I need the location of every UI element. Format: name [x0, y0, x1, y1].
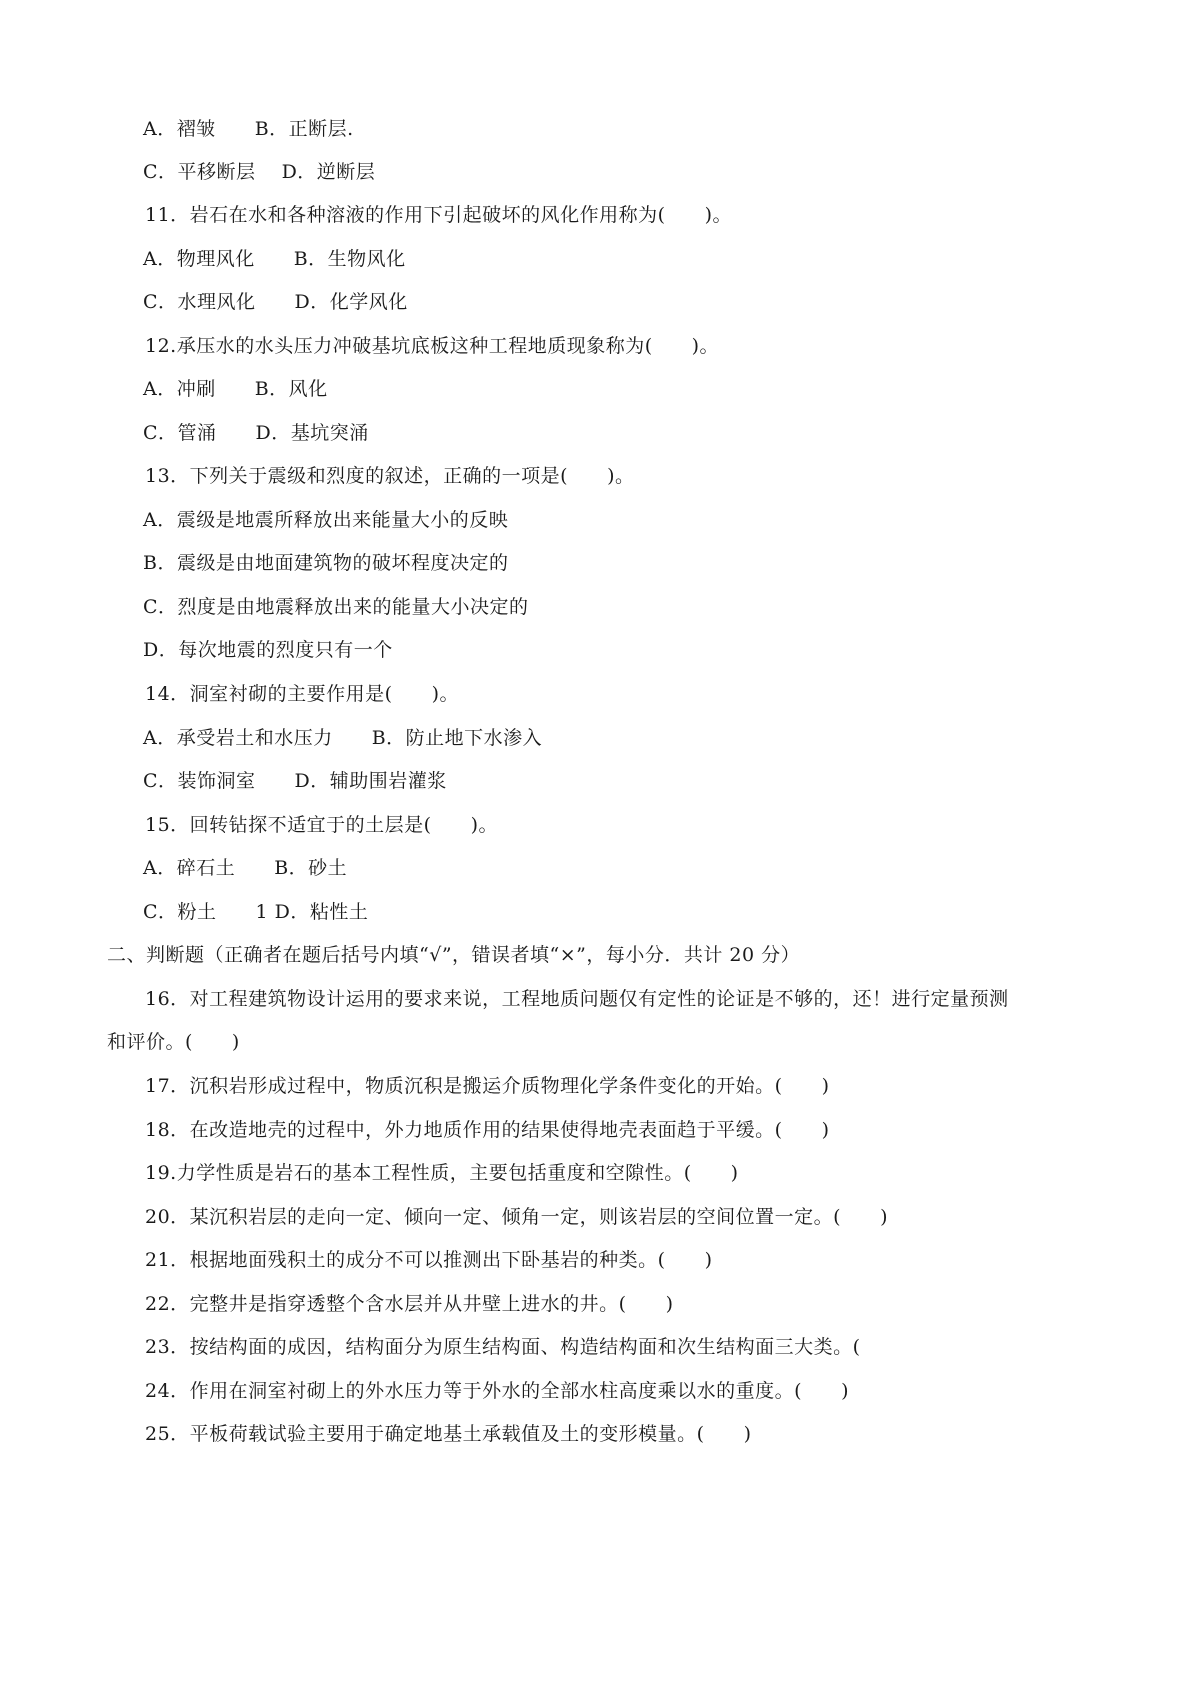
q15-options-cd: C．粉土 1 D．粘性土 — [143, 901, 369, 923]
question-14: 14．洞室衬砌的主要作用是( )。 — [145, 683, 460, 705]
question-13: 13．下列关于震级和烈度的叙述，正确的一项是( )。 — [145, 465, 635, 487]
q10-options-cd: C．平移断层 D．逆断层 — [143, 161, 376, 183]
question-18: 18．在改造地壳的过程中，外力地质作用的结果使得地壳表面趋于平缓。( ) — [145, 1119, 830, 1141]
question-20: 20．某沉积岩层的走向一定、倾向一定、倾角一定，则该岩层的空间位置一定。( ) — [145, 1206, 889, 1228]
question-22: 22．完整井是指穿透整个含水层并从井壁上进水的井。( ) — [145, 1293, 674, 1315]
question-21: 21．根据地面残积土的成分不可以推测出下卧基岩的种类。( ) — [145, 1249, 713, 1271]
q14-options-cd: C．装饰洞室 D．辅助围岩灌浆 — [143, 770, 447, 792]
question-12: 12.承压水的水头压力冲破基坑底板这种工程地质现象称为( )。 — [145, 335, 720, 357]
q14-options-ab: A．承受岩土和水压力 B．防止地下水渗入 — [143, 727, 543, 749]
question-19: 19.力学性质是岩石的基本工程性质，主要包括重度和空隙性。( ) — [145, 1162, 739, 1184]
question-11: 11．岩石在水和各种溶液的作用下引起破坏的风化作用称为( )。 — [145, 204, 733, 226]
question-15: 15．回转钻探不适宜于的土层是( )。 — [145, 814, 499, 836]
question-16-continued: 和评价。( ) — [107, 1031, 240, 1053]
question-16: 16．对工程建筑物设计运用的要求来说，工程地质问题仅有定性的论证是不够的，还！进行定量预测 — [145, 988, 1009, 1010]
q15-options-ab: A．碎石土 B．砂土 — [143, 857, 348, 879]
question-23: 23．按结构面的成因，结构面分为原生结构面、构造结构面和次生结构面三大类。( — [145, 1336, 861, 1358]
q13-option-b: B．震级是由地面建筑物的破坏程度决定的 — [143, 552, 509, 574]
q12-options-ab: A．冲刷 B．风化 — [143, 378, 328, 400]
q13-option-c: C．烈度是由地震释放出来的能量大小决定的 — [143, 596, 529, 618]
question-24: 24．作用在洞室衬砌上的外水压力等于外水的全部水柱高度乘以水的重度。( ) — [145, 1380, 850, 1402]
q10-options-ab: A．褶皱 B．正断层. — [143, 118, 354, 140]
q12-options-cd: C．管涌 D．基坑突涌 — [143, 422, 369, 444]
q11-options-cd: C．水理风化 D．化学风化 — [143, 291, 408, 313]
question-25: 25．平板荷载试验主要用于确定地基土承载值及土的变形模量。( ) — [145, 1423, 752, 1445]
q11-options-ab: A．物理风化 B．生物风化 — [143, 248, 406, 270]
question-17: 17．沉积岩形成过程中，物质沉积是搬运介质物理化学条件变化的开始。( ) — [145, 1075, 830, 1097]
section-2-heading: 二、判断题（正确者在题后括号内填“√”，错误者填“×”，每小分．共计 20 分） — [107, 944, 801, 966]
q13-option-d: D．每次地震的烈度只有一个 — [143, 639, 393, 661]
q13-option-a: A．震级是地震所释放出来能量大小的反映 — [143, 509, 509, 531]
